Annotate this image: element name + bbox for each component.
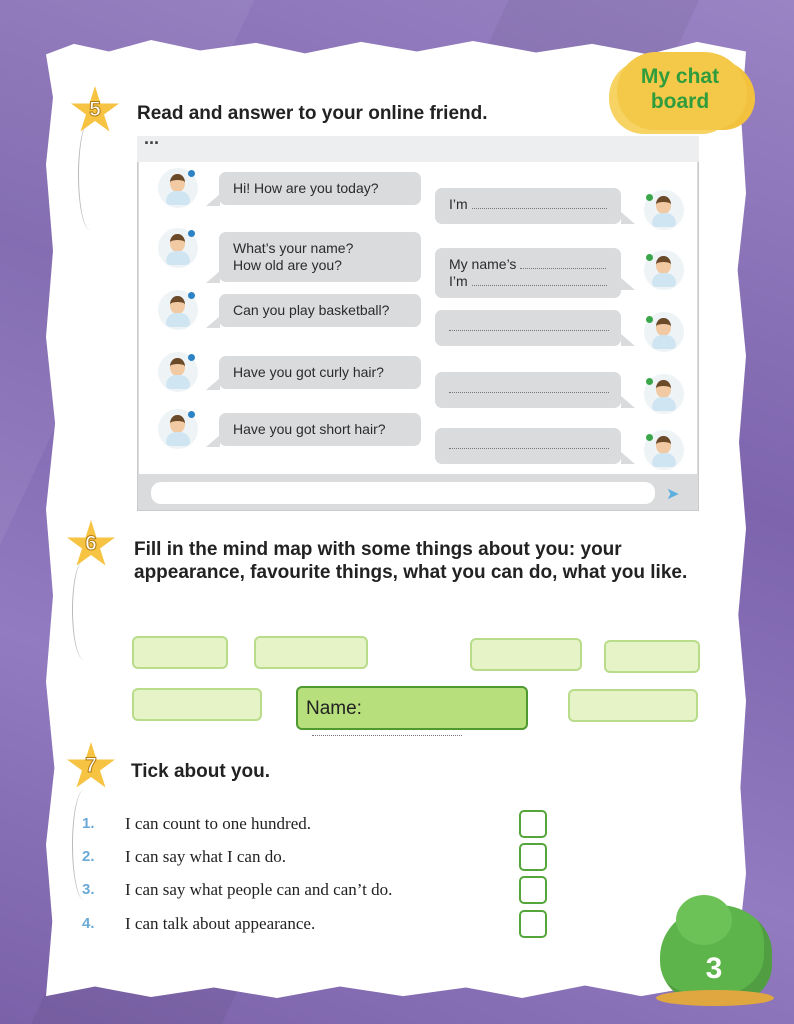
exercise-6-title: Fill in the mind map with some things about you: your appearance, favourite things, what you can do, what you like.	[134, 539, 688, 583]
tick-item-number: 2.	[82, 848, 95, 865]
reply-answer-bubble[interactable]	[435, 310, 621, 346]
mind-map-name-label: Name:	[306, 698, 362, 719]
exercise-number-7: 7	[85, 754, 97, 777]
chat-message-input[interactable]	[151, 482, 655, 504]
reply-prompt-text: My name’s	[449, 256, 517, 272]
friend-message-text: Have you got short hair?	[233, 421, 386, 437]
friend-message-bubble	[219, 356, 421, 389]
friend-message-text: Hi! How are you today?	[233, 180, 379, 196]
friend-message-text: What’s your name?	[233, 240, 354, 256]
answer-line[interactable]	[449, 321, 609, 331]
tick-item-text: I can talk about appearance.	[125, 914, 316, 933]
balloon-string	[78, 120, 102, 230]
tick-item-text: I can say what I can do.	[125, 847, 286, 866]
friend-message-text: How old are you?	[233, 257, 342, 273]
reply-answer-bubble[interactable]	[435, 248, 621, 298]
answer-line[interactable]	[520, 259, 606, 269]
reply-prompt-text: I’m	[449, 196, 468, 212]
friend-message-bubble	[219, 413, 421, 446]
answer-line[interactable]	[472, 276, 607, 286]
online-status-dot	[646, 194, 653, 201]
page-number: 3	[705, 952, 723, 985]
online-status-dot	[188, 170, 195, 177]
name-answer-line[interactable]	[312, 726, 462, 736]
friend-message-bubble	[219, 294, 421, 327]
exercise-7-title: Tick about you.	[131, 761, 271, 782]
mind-map-name-box[interactable]	[296, 686, 528, 730]
bush-pot	[656, 990, 774, 1006]
tick-checkbox[interactable]	[519, 910, 547, 938]
online-status-dot	[646, 316, 653, 323]
tick-item-text: I can count to one hundred.	[125, 814, 311, 833]
mind-map-box[interactable]	[132, 636, 228, 669]
answer-line[interactable]	[472, 199, 607, 209]
chat-titlebar	[137, 136, 699, 162]
friend-message-bubble	[219, 172, 421, 205]
online-status-dot	[646, 434, 653, 441]
friend-message-text: Have you got curly hair?	[233, 364, 384, 380]
reply-answer-bubble[interactable]	[435, 372, 621, 408]
mind-map-box[interactable]	[470, 638, 582, 671]
chat-menu-dots[interactable]: ...	[144, 128, 160, 148]
exercise-5-title: Read and answer to your online friend.	[137, 103, 488, 124]
reply-prompt-text: I’m	[449, 273, 468, 289]
tick-checkbox[interactable]	[519, 810, 547, 838]
tick-item-number: 4.	[82, 915, 95, 932]
exercise-number-6: 6	[85, 532, 97, 555]
send-arrow-icon[interactable]: ➤	[666, 486, 680, 503]
online-status-dot	[188, 292, 195, 299]
online-status-dot	[646, 254, 653, 261]
tick-checkbox[interactable]	[519, 876, 547, 904]
balloon-string	[72, 560, 96, 660]
online-status-dot	[188, 354, 195, 361]
bush-decoration	[676, 895, 732, 945]
tick-item-text: I can say what people can and can’t do.	[125, 880, 393, 899]
online-status-dot	[188, 230, 195, 237]
reply-answer-bubble[interactable]	[435, 188, 621, 224]
mind-map-box[interactable]	[132, 688, 262, 721]
answer-line[interactable]	[449, 383, 609, 393]
mind-map-box[interactable]	[254, 636, 368, 669]
tick-checkbox[interactable]	[519, 843, 547, 871]
tick-item-number: 1.	[82, 815, 95, 832]
online-status-dot	[646, 378, 653, 385]
mind-map-box[interactable]	[568, 689, 698, 722]
answer-line[interactable]	[449, 439, 609, 449]
mind-map-box[interactable]	[604, 640, 700, 673]
online-status-dot	[188, 411, 195, 418]
friend-message-text: Can you play basketball?	[233, 302, 390, 318]
exercise-number-5: 5	[89, 98, 101, 121]
friend-message-bubble	[219, 232, 421, 282]
reply-answer-bubble[interactable]	[435, 428, 621, 464]
tick-item-number: 3.	[82, 881, 95, 898]
chat-board-badge-text: My chat board	[640, 65, 720, 113]
